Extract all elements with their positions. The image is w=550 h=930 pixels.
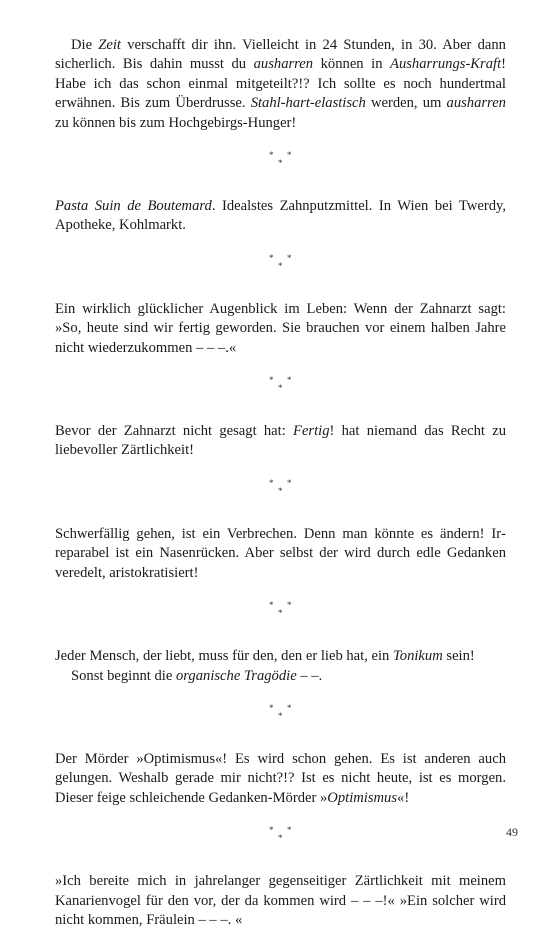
asterisk: * bbox=[287, 252, 292, 263]
asterisk: * bbox=[278, 710, 283, 721]
asterisk: * bbox=[269, 825, 274, 836]
asterisk: * bbox=[278, 833, 283, 844]
text-run: Schwerfällig gehen, ist ein Verbrechen. Denn man könnte es ändern! Irreparabel ist ein Nasenrücken. Aber selbst der wird durch edle Gedanken veredelt, aristokratisiert! bbox=[55, 525, 506, 581]
asterism-separator bbox=[55, 467, 506, 515]
asterisk: * bbox=[269, 702, 274, 713]
text-run: . Idealstes Zahnputzmittel. In Wien bei Twerdy, Apotheke, Kohlmarkt. bbox=[55, 198, 506, 234]
asterism-separator bbox=[55, 692, 506, 740]
asterisk: * bbox=[278, 608, 283, 619]
asterism-separator bbox=[55, 814, 506, 862]
italic-text: Stahl-hart-elastisch bbox=[250, 95, 366, 112]
asterisk: * bbox=[269, 375, 274, 386]
paragraph-3 bbox=[55, 300, 506, 358]
asterisk: * bbox=[269, 252, 274, 263]
text-run: Die bbox=[71, 37, 99, 53]
italic-text: ausharren bbox=[253, 56, 314, 73]
text-run: Sonst beginnt die bbox=[71, 667, 176, 684]
asterisk: * bbox=[278, 383, 283, 394]
text-run: Bevor der Zahnarzt nicht gesagt hat: bbox=[55, 423, 294, 440]
paragraph-4 bbox=[55, 422, 506, 461]
page-number: 49 bbox=[506, 825, 518, 839]
italic-text: organische Tragödie bbox=[176, 667, 297, 684]
asterism-separator bbox=[55, 139, 506, 187]
text-run: werden, um bbox=[365, 95, 447, 112]
italic-text: Tonikum bbox=[393, 648, 443, 665]
paragraph-1 bbox=[55, 36, 506, 133]
text-run: können in bbox=[313, 56, 391, 73]
paragraph-8 bbox=[55, 872, 506, 930]
text-run: «! bbox=[397, 789, 410, 806]
text-run: sein! bbox=[442, 648, 475, 665]
asterisk: * bbox=[278, 158, 283, 169]
text-run: Ein wirklich glücklicher Augenblick im Leben: Wenn der Zahnarzt sagt: »So, heute sind wir fertig geworden. Sie brauchen vor einem halben Jahre nicht wiederzukommen – – –.« bbox=[55, 300, 506, 356]
italic-text: Zeit bbox=[98, 37, 121, 53]
asterisk: * bbox=[278, 260, 283, 271]
italic-text: ausharren bbox=[446, 95, 506, 112]
asterisk: * bbox=[269, 477, 274, 488]
italic-text: Pasta Suin de Boutemard bbox=[55, 198, 212, 215]
text-run: Der Mörder »Optimismus«! Es wird schon gehen. Es ist anderen auch gelungen. Weshalb gerade mir nicht?!? Ist es nicht heute, ist es morgen. Dieser feige schleichende Gedanken-Mörder » bbox=[55, 750, 506, 806]
continuation-line bbox=[55, 667, 506, 686]
italic-text: Ausharrungs-Kraft bbox=[390, 56, 502, 73]
paragraph-7 bbox=[55, 750, 506, 808]
text-run: verschafft dir ihn. Vielleicht in 24 Stunden, in 30. Aber dann sicherlich. Bis dahin musst du bbox=[55, 37, 506, 73]
paragraph-2 bbox=[55, 197, 506, 236]
asterisk: * bbox=[269, 150, 274, 161]
page-body bbox=[55, 36, 506, 930]
asterism-separator bbox=[55, 242, 506, 290]
text-run: ! hat niemand das Recht zu liebevoller Zärtlichkeit! bbox=[55, 423, 506, 459]
asterisk: * bbox=[269, 600, 274, 611]
text-run: Jeder Mensch, der liebt, muss für den, den er lieb hat, ein bbox=[55, 648, 393, 665]
text-run: – –. bbox=[296, 667, 323, 684]
italic-text: Fertig bbox=[293, 423, 330, 440]
asterisk: * bbox=[287, 600, 292, 611]
asterisk: * bbox=[278, 485, 283, 496]
text-run: »Ich bereite mich in jahrelanger gegenseitiger Zärtlichkeit mit meinem Kanarienvogel für den vor, der da kommen wird – – –!« »Ein solcher wird nicht kommen, Fräulein – – –. « bbox=[55, 873, 506, 928]
asterisk: * bbox=[287, 375, 292, 386]
asterism-separator bbox=[55, 589, 506, 637]
asterism-separator bbox=[55, 364, 506, 412]
asterisk: * bbox=[287, 477, 292, 488]
paragraph-6 bbox=[55, 647, 506, 686]
text-run: ! Habe ich das schon einmal mitgeteilt?!? Ich sollte es noch hundertmal erwähnen. Bis zum Überdrusse. bbox=[55, 56, 506, 112]
asterisk: * bbox=[287, 825, 292, 836]
paragraph-5 bbox=[55, 525, 506, 583]
text-run: zu können bis zum Hochgebirgs-Hunger! bbox=[55, 114, 297, 131]
italic-text: Optimismus bbox=[327, 789, 398, 806]
asterisk: * bbox=[287, 702, 292, 713]
asterisk: * bbox=[287, 150, 292, 161]
